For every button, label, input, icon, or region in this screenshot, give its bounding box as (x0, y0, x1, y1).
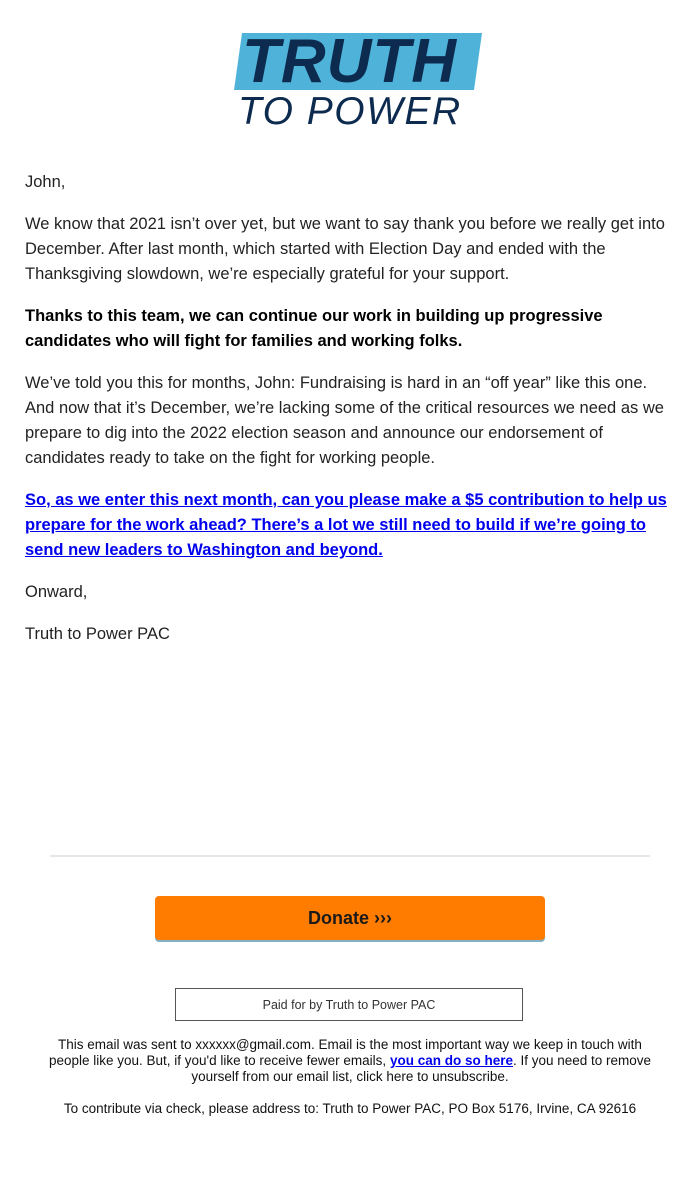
footer-text-after: . If you need to remove yourself from our email list, click here to unsubscribe. (191, 1053, 652, 1084)
footer-text (40, 1037, 660, 1085)
footer-text-before: This email was sent to xxxxxx@gmail.com. Email is the most important way we keep in touch with people like you. But, if you'd like to receive fewer emails, (48, 1037, 642, 1068)
logo-truth-text: TRUTH (242, 27, 458, 96)
donate-button[interactable]: Donate ››› (155, 896, 545, 940)
email-body (25, 170, 673, 664)
greeting: John, (25, 173, 66, 191)
divider (50, 855, 650, 857)
paragraph-fundraising: We’ve told you this for months, John: Fundraising is hard in an “off year” like this one. And now that it’s December, we’re lacking some of the critical resources we need as we prepare to dig into the 2022 election season and announce our endorsement of candidates ready to take on the fight for working people. (25, 374, 664, 467)
paragraph-bold: Thanks to this team, we can continue our work in building up progressive candidates who will fight for families and working folks. (25, 307, 603, 350)
signoff: Onward, (25, 583, 88, 601)
contribution-link[interactable]: So, as we enter this next month, can you please make a $5 contribution to help us prepare for the work ahead? There’s a lot we still need to build if we’re going to send new leaders to Washington and beyond. (25, 491, 667, 559)
paragraph-thanks: We know that 2021 isn’t over yet, but we want to say thank you before we really get into December. After last month, which started with Election Day and ended with the Thanksgiving slowdown, we’re especially grateful for your support. (25, 215, 665, 283)
fewer-emails-link[interactable]: you can do so here (389, 1053, 513, 1068)
signature: Truth to Power PAC (25, 625, 170, 643)
mailing-address: To contribute via check, please address to: Truth to Power PAC, PO Box 5176, Irvine, CA 92616 (63, 1101, 637, 1116)
paid-for-disclaimer: Paid for by Truth to Power PAC (175, 988, 523, 1021)
logo-to-power-text: TO POWER (238, 90, 462, 133)
truth-to-power-logo (234, 27, 476, 133)
